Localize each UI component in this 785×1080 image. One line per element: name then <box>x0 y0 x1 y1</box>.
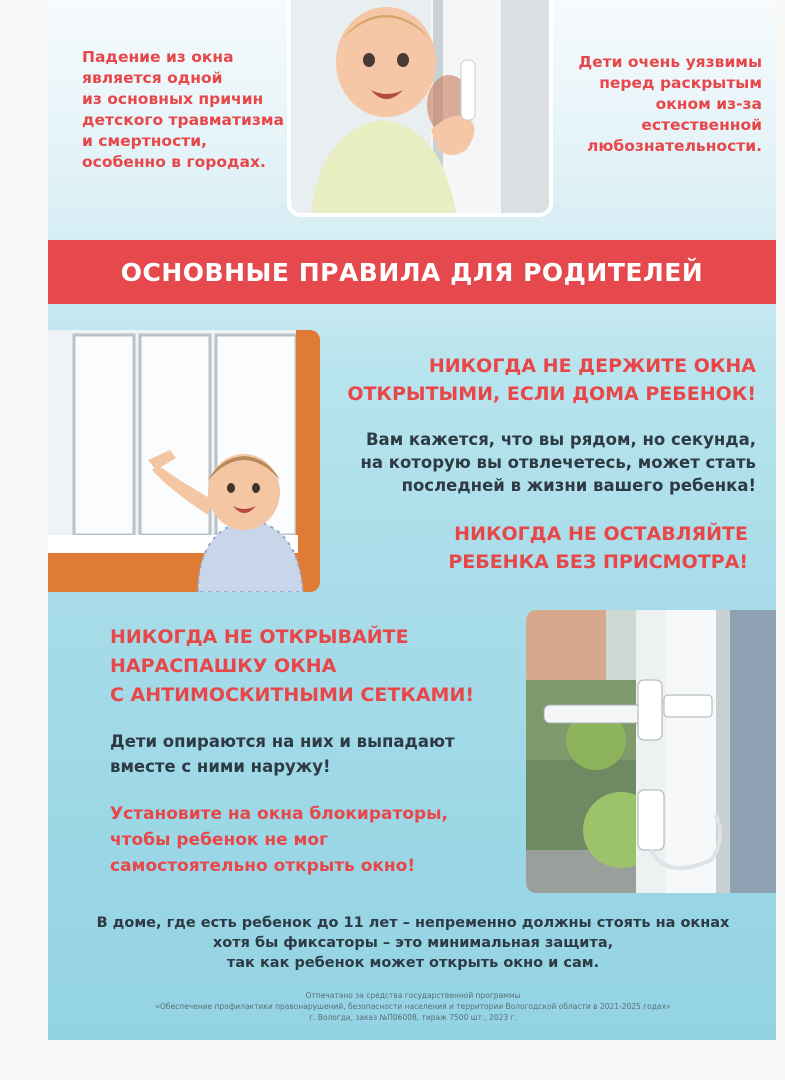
rule3-heading-line: С АНТИМОСКИТНЫМИ СЕТКАМИ! <box>110 684 475 706</box>
rule2-heading-line: РЕБЕНКА БЕЗ ПРИСМОТРА! <box>448 551 748 573</box>
footer-line: Отпечатано за средства государственной программы <box>305 991 521 1000</box>
window-lock-photo <box>526 610 776 893</box>
baby-at-window-photo <box>291 0 549 213</box>
intro-left-text <box>82 47 302 173</box>
intro-left-line: Падение из окна <box>82 48 234 66</box>
intro-left-line: является одной <box>82 69 223 87</box>
rule2-heading <box>328 520 748 576</box>
rule1-body <box>336 428 756 497</box>
banner-title: ОСНОВНЫЕ ПРАВИЛА ДЛЯ РОДИТЕЛЕЙ <box>120 257 704 287</box>
rule2-heading-line: НИКОГДА НЕ ОСТАВЛЯЙТЕ <box>454 523 748 545</box>
rule1-body-line: на которую вы отвлечетесь, может стать <box>360 453 756 472</box>
footer-line: г. Вологда, заказ №П06008, тираж 7500 шт., 2023 г. <box>309 1013 517 1022</box>
rule3-body-line: Дети опираются на них и выпадают <box>110 732 455 751</box>
baby-reaching-window-photo <box>48 330 320 592</box>
rule3-heading-line: НАРАСПАШКУ ОКНА <box>110 655 337 677</box>
rule3-advice-line: самостоятельно открыть окно! <box>110 856 416 876</box>
print-footer <box>108 990 718 1023</box>
intro-left-line: особенно в городах. <box>82 153 266 171</box>
bottom-note-line: В доме, где есть ребенок до 11 лет – непременно должны стоять на окнах <box>96 915 730 931</box>
rule3-advice <box>110 801 530 879</box>
rules-banner <box>48 240 776 304</box>
intro-left-line: из основных причин <box>82 90 264 108</box>
rule1-body-line: Вам кажется, что вы рядом, но секунда, <box>365 430 756 449</box>
bottom-note-line: так как ребенок может открыть окно и сам. <box>226 955 600 971</box>
rule3-heading-line: НИКОГДА НЕ ОТКРЫВАЙТЕ <box>110 626 409 648</box>
rule3-body <box>110 729 530 779</box>
intro-right-line: перед раскрытым <box>599 74 762 92</box>
intro-right-text <box>562 52 762 157</box>
leaflet-page <box>48 0 776 1040</box>
rule3-body-line: вместе с ними наружу! <box>110 757 331 776</box>
rule3-heading <box>110 623 530 710</box>
rule3-advice-line: Установите на окна блокираторы, <box>110 804 449 824</box>
rule3-advice-line: чтобы ребенок не мог <box>110 830 328 850</box>
rule1-body-line: последней в жизни вашего ребенка! <box>401 476 756 495</box>
rule1-heading <box>336 352 756 408</box>
bottom-note-line: хотя бы фиксаторы – это минимальная защита, <box>212 935 614 951</box>
intro-right-line: любознательности. <box>587 137 762 155</box>
intro-left-line: и смертности, <box>82 132 207 150</box>
intro-right-line: естественной <box>641 116 762 134</box>
rule1-heading-line: ОТКРЫТЫМИ, ЕСЛИ ДОМА РЕБЕНОК! <box>347 383 756 405</box>
intro-right-line: окном из-за <box>655 95 762 113</box>
footer-line: «Обеспечение профилактики правонарушений, безопасности населения и территории Вологодской области в 2021-2025 годах» <box>155 1002 671 1011</box>
rule1-heading-line: НИКОГДА НЕ ДЕРЖИТЕ ОКНА <box>428 355 756 377</box>
bottom-note <box>68 913 758 973</box>
intro-left-line: детского травматизма <box>82 111 284 129</box>
intro-right-line: Дети очень уязвимы <box>578 53 762 71</box>
